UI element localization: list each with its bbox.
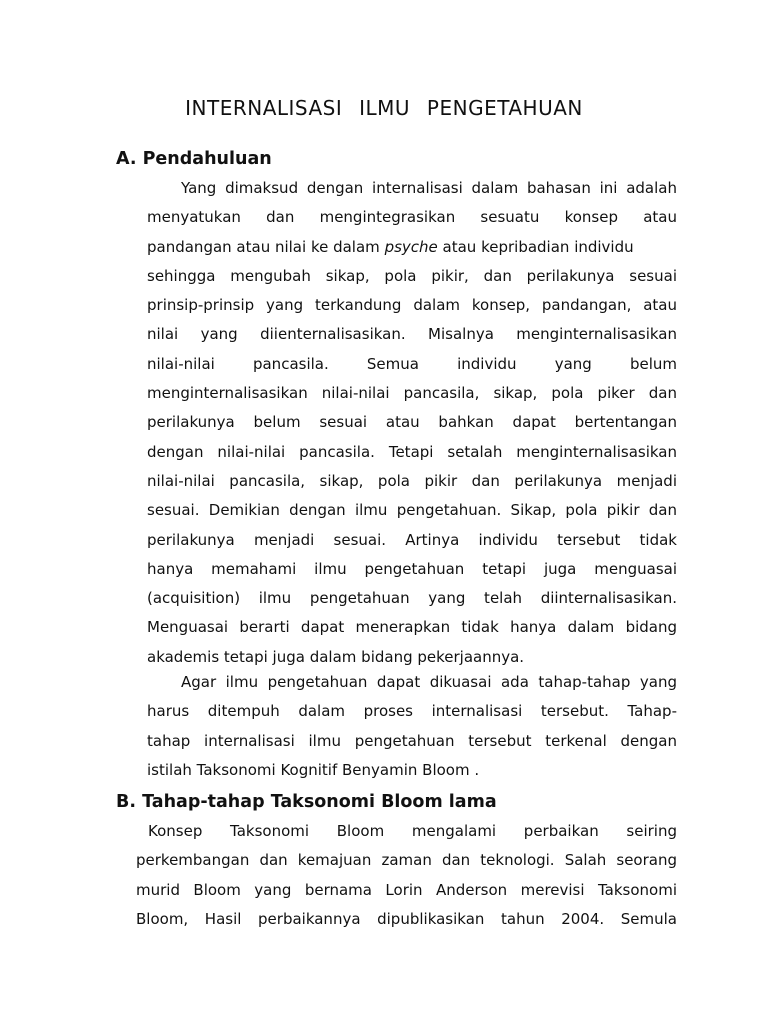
paragraph-line: nilai yang diienternalisasikan. Misalnya menginternalisasikan <box>147 325 677 344</box>
paragraph-line: Yang dimaksud dengan internalisasi dalam bahasan ini adalah <box>181 179 677 197</box>
paragraph-line: nilai-nilai pancasila. Semua individu yang belum <box>147 354 677 373</box>
paragraph-line: (acquisition) ilmu pengetahuan yang telah diinternalisasikan. <box>147 589 677 608</box>
paragraph-line: menginternalisasikan nilai-nilai pancasila, sikap, pola piker dan <box>147 384 677 403</box>
paragraph-line: tahap internalisasi ilmu pengetahuan tersebut terkenal dengan <box>147 731 677 750</box>
document-title: INTERNALISASI ILMU PENGETAHUAN <box>185 96 583 120</box>
paragraph-line <box>147 233 677 262</box>
paragraph-line: sehingga mengubah sikap, pola pikir, dan perilakunya sesuai <box>147 266 677 285</box>
paragraph-line: akademis tetapi juga dalam bidang pekerjaannya. <box>147 647 525 666</box>
section-heading-taksonomi-bloom: B. Tahap-tahap Taksonomi Bloom lama <box>116 792 497 812</box>
paragraph-line: prinsip-prinsip yang terkandung dalam konsep, pandangan, atau <box>147 296 677 315</box>
paragraph-line: dengan nilai-nilai pancasila. Tetapi setalah menginternalisasikan <box>147 442 677 461</box>
paragraph-line: Konsep Taksonomi Bloom mengalami perbaikan seiring <box>148 822 677 840</box>
paragraph-line: hanya memahami ilmu pengetahuan tetapi juga menguasai <box>147 559 677 578</box>
line-segment: pandangan atau nilai ke dalam <box>147 237 380 256</box>
paragraph-line: istilah Taksonomi Kognitif Benyamin Bloom . <box>147 760 480 779</box>
paragraph-line: murid Bloom yang bernama Lorin Anderson merevisi Taksonomi <box>136 880 677 899</box>
paragraph-line: Agar ilmu pengetahuan dapat dikuasai ada tahap-tahap yang <box>181 673 677 691</box>
italic-term-psyche: psyche <box>384 237 438 256</box>
paragraph-line: menyatukan dan mengintegrasikan sesuatu konsep atau <box>147 208 677 227</box>
paragraph-line: sesuai. Demikian dengan ilmu pengetahuan. Sikap, pola pikir dan <box>147 501 677 520</box>
paragraph-line: Menguasai berarti dapat menerapkan tidak hanya dalam bidang <box>147 618 677 637</box>
paragraph-line: harus ditempuh dalam proses internalisasi tersebut. Tahap- <box>147 702 677 721</box>
section-heading-pendahuluan: A. Pendahuluan <box>116 149 272 169</box>
paragraph-line: perilakunya belum sesuai atau bahkan dapat bertentangan <box>147 413 677 432</box>
paragraph-internalisasi-definition <box>147 174 677 672</box>
line-segment: atau kepribadian individu <box>442 237 634 256</box>
paragraph-line: nilai-nilai pancasila, sikap, pola pikir dan perilakunya menjadi <box>147 471 677 490</box>
paragraph-konsep-taksonomi <box>136 817 677 934</box>
paragraph-tahap-internalisasi <box>147 668 677 785</box>
paragraph-line: perilakunya menjadi sesuai. Artinya individu tersebut tidak <box>147 530 677 549</box>
paragraph-line: perkembangan dan kemajuan zaman dan teknologi. Salah seorang <box>136 851 677 870</box>
paragraph-line: Bloom, Hasil perbaikannya dipublikasikan tahun 2004. Semula <box>136 909 677 928</box>
